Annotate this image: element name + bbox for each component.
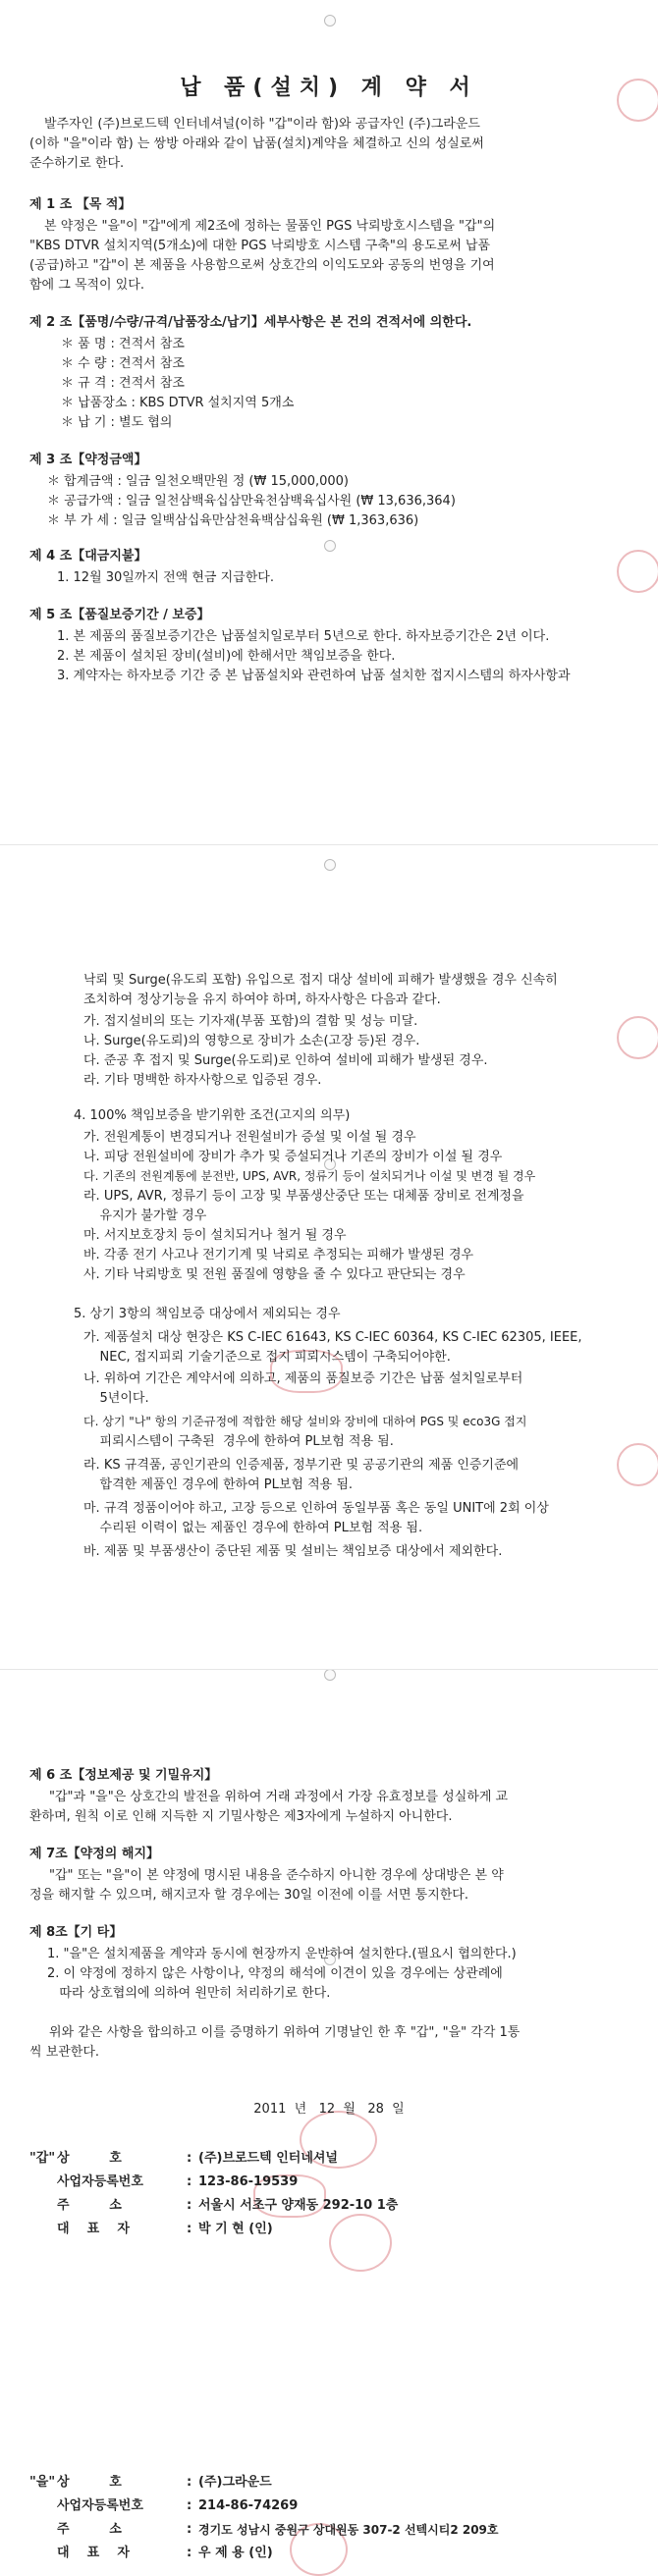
article-heading: 제 7조【약정의 해지】 — [29, 1847, 160, 1861]
party-field-value: 경기도 성남시 중원구 상대원동 307-2 선텍시티2 209호 — [198, 2523, 499, 2537]
exclusion-item: 수리된 이력이 없는 제품인 경우에 한하여 PL보험 적용 됨. — [83, 1521, 423, 1535]
exclusion-item: 가. 제품설치 대상 현장은 KS C-IEC 61643, KS C-IEC 60364, KS C-IEC 62305, IEEE, — [83, 1330, 582, 1345]
article-item-text: 규 격 : 견적서 참조 — [78, 376, 185, 391]
article-heading: 제 4 조【대금지불】 — [29, 549, 147, 564]
exclusion-item: 피뢰시스템이 구축된 경우에 한하여 PL보험 적용 됨. — [83, 1434, 394, 1449]
page-divider — [0, 844, 658, 845]
party-field-label: 대 표 자 — [57, 2222, 130, 2236]
party-field-label: 사업자등록번호 — [57, 2174, 143, 2189]
article-item: ＊ 규 격 : 견적서 참조 — [61, 376, 185, 391]
party-field-value: 123-86-19539 — [198, 2174, 299, 2189]
article-line: 2. 본 제품이 설치된 장비(설비)에 한해서만 책임보증을 한다. — [57, 649, 396, 664]
article-item: ＊ 납 기 : 별도 협의 — [61, 415, 173, 430]
article-line: 낙뢰 및 Surge(유도뢰 포함) 유입으로 접지 대상 설비에 피해가 발생했을 경우 신속히 — [83, 973, 558, 988]
party-field-value: (주)브로드텍 인터네셔널 — [198, 2151, 338, 2166]
punch-hole — [324, 1669, 336, 1681]
party-label: "갑" — [29, 2151, 56, 2166]
exclusion-item: 다. 상기 "나" 항의 기준규정에 적합한 해당 설비와 장비에 대하여 PGS 및 eco3G 접지 — [83, 1415, 527, 1428]
condition-item: 라. UPS, AVR, 정류기 등이 고장 및 부품생산중단 또는 대체품 장비로 전계정을 — [83, 1189, 524, 1204]
condition-item: 바. 각종 전기 사고나 전기기계 및 낙뢰로 추정되는 피해가 발생된 경우 — [83, 1248, 474, 1262]
condition-item: 가. 전원계통이 변경되거나 전원설비가 증설 및 이설 될 경우 — [83, 1130, 416, 1145]
article-line: 1. 12월 30일까지 전액 현금 지급한다. — [57, 570, 274, 585]
intro-line: 발주자인 (주)브로드텍 인터네셔널(이하 "갑"이라 함)와 공급자인 (주)그라운드 — [44, 117, 480, 132]
party-field-label: 주 소 — [57, 2522, 122, 2537]
page-divider — [0, 1669, 658, 1670]
colon: : — [187, 2475, 192, 2490]
condition-item: 사. 기타 낙뢰방호 및 전원 품질에 영향을 줄 수 있다고 판단되는 경우 — [83, 1267, 466, 1282]
article-line: 1. "을"은 설치제품을 계약과 동시에 현장까지 운반하여 설치한다.(필요시 협의한다.) — [47, 1947, 517, 1961]
article-line: "갑"과 "을"은 상호간의 발전을 위하여 거래 과정에서 가장 유효정보를 성실하게 교 — [49, 1790, 509, 1804]
party-field-value: 214-86-74269 — [198, 2498, 299, 2513]
condition-item: 나. 피당 전원설비에 장비가 추가 및 증설되거나 기존의 장비가 이설 될 경우 — [83, 1150, 503, 1164]
article-line: (공급)하고 "갑"이 본 제품을 사용함으로써 상호간의 이익도모와 공동의 번영을 기여 — [29, 258, 495, 273]
exclusion-item: 마. 규격 정품이어야 하고, 고장 등으로 인하여 동일부품 혹은 동일 UNIT에 2회 이상 — [83, 1501, 549, 1516]
punch-hole — [324, 15, 336, 27]
article-line: 1. 본 제품의 품질보증기간은 납품설치일로부터 5년으로 한다. 하자보증기간은 2년 이다. — [57, 629, 550, 644]
defect-item: 가. 접지설비의 또는 기자재(부품 포함)의 결함 및 성능 미달. — [83, 1014, 418, 1029]
exclusion-item: 바. 제품 및 부품생산이 중단된 제품 및 설비는 책임보증 대상에서 제외한다. — [83, 1544, 503, 1559]
contract-date: 2011 년 12 월 28 일 — [253, 2102, 405, 2117]
exclusion-item: NEC, 접지피뢰 기술기준으로 접지 피뢰시스템이 구축되어야한. — [83, 1350, 451, 1365]
closing-line: 위와 같은 사항을 합의하고 이를 증명하기 위하여 기명날인 한 후 "갑", "을" 각각 1통 — [49, 2025, 521, 2040]
exclusion-item: 나. 위하여 기간은 계약서에 의하고, 제품의 품질보증 기간은 납품 설치일로부터 — [83, 1371, 523, 1386]
section-heading: 4. 100% 책임보증을 받기위한 조건(고지의 의무) — [74, 1108, 351, 1123]
article-heading: 제 3 조【약정금액】 — [29, 453, 147, 467]
article-line: 따라 상호협의에 의하여 원만히 처리하기로 한다. — [47, 1986, 331, 2001]
party-field-label: 상 호 — [57, 2475, 122, 2490]
colon: : — [187, 2498, 192, 2513]
seal-stamp — [617, 1443, 658, 1486]
article-item-text: 납 기 : 별도 협의 — [78, 415, 173, 430]
exclusion-item: 라. KS 규격품, 공인기관의 인증제품, 정부기관 및 공공기관의 제품 인증기준에 — [83, 1458, 520, 1473]
party-field-value: (주)그라운드 — [198, 2475, 272, 2490]
intro-line: (이하 "을"이라 함) 는 쌍방 아래와 같이 납품(설치)계약을 체결하고 신의 성실로써 — [29, 136, 484, 151]
colon: : — [187, 2522, 192, 2537]
article-line: 본 약정은 "을"이 "갑"에게 제2조에 정하는 물품인 PGS 낙뢰방호시스템을 "갑"의 — [44, 219, 496, 234]
punch-hole — [324, 859, 336, 871]
closing-line: 씩 보관한다. — [29, 2045, 100, 2060]
article-line: 함에 그 목적이 있다. — [29, 278, 144, 293]
seal-stamp — [617, 550, 658, 593]
article-heading: 제 8조【기 타】 — [29, 1925, 123, 1940]
defect-item: 나. Surge(유도뢰)의 영향으로 장비가 소손(고장 등)된 경우. — [83, 1034, 420, 1048]
article-item-text: 합계금액 : 일금 일천오백만원 정 (₩ 15,000,000) — [64, 474, 349, 489]
party-field-label: 상 호 — [57, 2151, 122, 2166]
condition-item: 유지가 불가할 경우 — [83, 1208, 207, 1223]
party-field-label: 대 표 자 — [57, 2546, 130, 2560]
party-field-value: 우 제 용 (인) — [198, 2546, 273, 2560]
article-item-text: 공급가액 : 일금 일천삼백육십삼만육천삼백육십사원 (₩ 13,636,364) — [64, 494, 456, 509]
section-heading: 5. 상기 3항의 책임보증 대상에서 제외되는 경우 — [74, 1307, 341, 1321]
punch-hole — [324, 540, 336, 552]
article-line: "KBS DTVR 설치지역(5개소)에 대한 PGS 낙뢰방호 시스템 구축"의 용도로써 납품 — [29, 239, 491, 253]
article-item: ＊ 부 가 세 : 일금 일백삼십육만삼천육백삼십육원 (₩ 1,363,636) — [47, 513, 419, 528]
article-line: 조치하여 정상기능을 유지 하여야 하며, 하자사항은 다음과 같다. — [83, 993, 441, 1007]
article-heading: 제 1 조 【목 적】 — [29, 197, 132, 212]
article-item: ＊ 공급가액 : 일금 일천삼백육십삼만육천삼백육십사원 (₩ 13,636,364) — [47, 494, 456, 509]
article-item-text: 납품장소 : KBS DTVR 설치지역 5개소 — [78, 396, 295, 410]
article-line: 2. 이 약정에 정하지 않은 사항이나, 약정의 해석에 이견이 있을 경우에는 상관례에 — [47, 1966, 503, 1981]
article-item: ＊ 품 명 : 견적서 참조 — [61, 337, 185, 351]
article-item: ＊ 납품장소 : KBS DTVR 설치지역 5개소 — [61, 396, 295, 410]
condition-item: 마. 서지보호장치 등이 설치되거나 철거 될 경우 — [83, 1228, 347, 1243]
defect-item: 라. 기타 명백한 하자사항으로 입증된 경우. — [83, 1073, 322, 1088]
article-line: 정을 해지할 수 있으며, 해지코자 할 경우에는 30일 이전에 이를 서면 통지한다. — [29, 1888, 469, 1903]
exclusion-item: 5년이다. — [83, 1391, 149, 1406]
article-line: "갑" 또는 "을"이 본 약정에 명시된 내용을 준수하지 아니한 경우에 상대방은 본 약 — [49, 1868, 504, 1883]
article-item-text: 수 량 : 견적서 참조 — [78, 356, 185, 371]
document-title: 납 품(설치) 계 약 서 — [180, 76, 478, 100]
article-item-text: 부 가 세 : 일금 일백삼십육만삼천육백삼십육원 (₩ 1,363,636) — [64, 513, 419, 528]
article-heading: 제 5 조【품질보증기간 / 보증】 — [29, 608, 210, 622]
seal-stamp — [329, 2214, 392, 2272]
article-item: ＊ 수 량 : 견적서 참조 — [61, 356, 185, 371]
party-field-value: 박 기 현 (인) — [198, 2222, 273, 2236]
party-field-label: 사업자등록번호 — [57, 2498, 143, 2513]
defect-item: 다. 준공 후 접지 및 Surge(유도뢰)로 인하여 설비에 피해가 발생된 경우. — [83, 1053, 488, 1068]
article-line: 3. 계약자는 하자보증 기간 중 본 납품설치와 관련하여 납품 설치한 접지시스템의 하자사항과 — [57, 669, 571, 683]
colon: : — [187, 2222, 192, 2236]
article-item-text: 품 명 : 견적서 참조 — [78, 337, 185, 351]
article-heading: 제 2 조【품명/수량/규격/납품장소/납기】세부사항은 본 건의 견적서에 의한다. — [29, 315, 472, 330]
party-label: "을" — [29, 2475, 56, 2490]
article-heading: 제 6 조【정보제공 및 기밀유지】 — [29, 1768, 218, 1783]
colon: : — [187, 2151, 192, 2166]
colon: : — [187, 2174, 192, 2189]
party-field-value: 서울시 서초구 양재동 292-10 1층 — [198, 2198, 399, 2213]
intro-line: 준수하기로 한다. — [29, 156, 125, 171]
seal-stamp — [617, 1016, 658, 1059]
colon: : — [187, 2546, 192, 2560]
article-line: 환하며, 원칙 이로 인해 지득한 지 기밀사항은 제3자에게 누설하지 아니한다. — [29, 1809, 453, 1824]
colon: : — [187, 2198, 192, 2213]
condition-item: 다. 기존의 전원계통에 분전반, UPS, AVR, 정류기 등이 설치되거나 이설 및 변경 될 경우 — [83, 1169, 536, 1183]
exclusion-item: 합격한 제품인 경우에 한하여 PL보험 적용 됨. — [83, 1477, 354, 1492]
article-item: ＊ 합계금액 : 일금 일천오백만원 정 (₩ 15,000,000) — [47, 474, 349, 489]
party-field-label: 주 소 — [57, 2198, 122, 2213]
